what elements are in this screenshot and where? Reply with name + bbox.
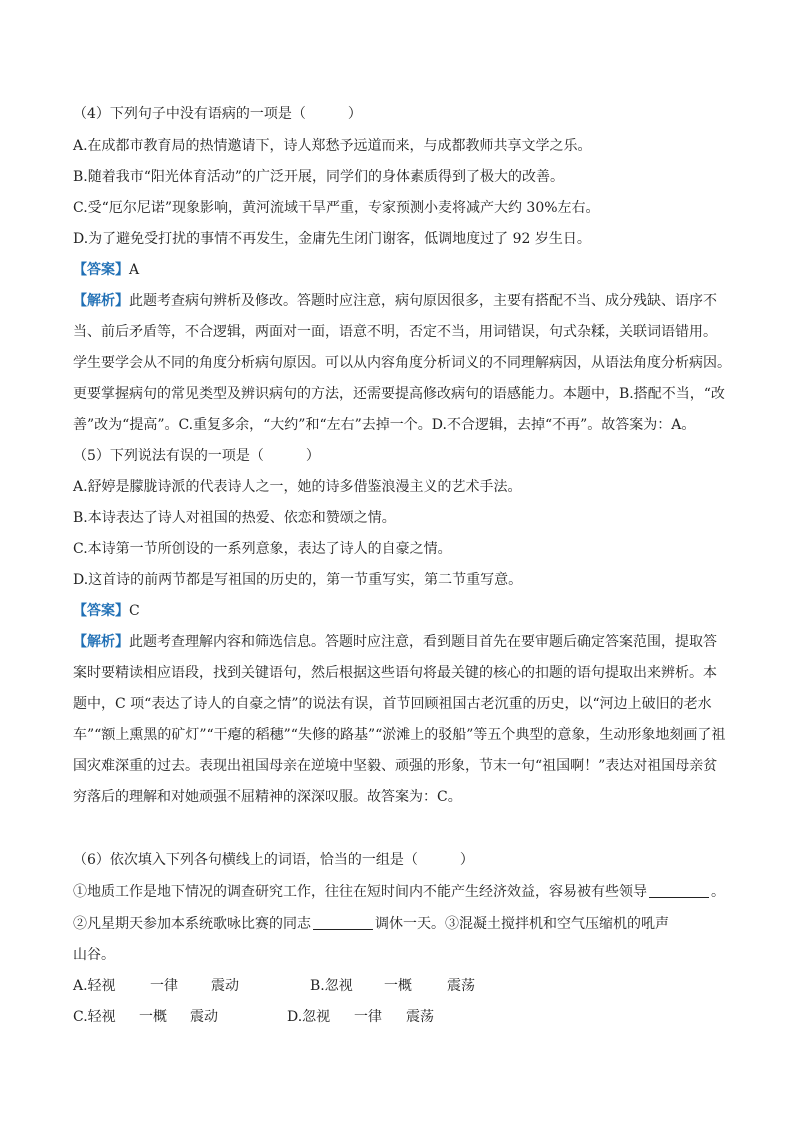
q4-analysis-text: 此题考查病句辨析及修改。答题时应注意，病句原因很多，主要有搭配不当、成分残缺、语序不 <box>129 293 717 309</box>
q4-analysis-line <box>73 291 723 311</box>
answer-tag: 【答案】 <box>73 262 129 278</box>
q5-answer-value: C <box>129 603 140 619</box>
q4-analysis-line: 学生要学会从不同的角度分析病句原因。可以从内容角度分析词义的不同理解病因，从语法角度分析病因。 <box>73 355 731 371</box>
q6-option-d-word2: 一律 <box>354 1009 382 1025</box>
q5-analysis-line: 案时要精读相应语段，找到关键语句，然后根据这些语句将最关键的核心的扣题的语句提取出来辨析。本 <box>73 665 717 681</box>
q4-option-a: A.在成都市教育局的热情邀请下，诗人郑愁予远道而来，与成都教师共享文学之乐。 <box>73 138 592 154</box>
q6-option-b-word1: B.忽视 <box>310 978 353 994</box>
q6-option-c-word1: C.轻视 <box>73 1009 116 1025</box>
q4-analysis-line: 更要掌握病句的常见类型及辨识病句的方法，还需要提高修改病句的语感能力。本题中，B.搭配不当，“改 <box>73 386 725 402</box>
q5-analysis-line: 穷落后的理解和对她顽强不屈精神的深深叹服。故答案为：C。 <box>73 789 462 805</box>
q4-option-b: B.随着我市“阳光体育活动”的广泛开展，同学们的身体素质得到了极大的改善。 <box>73 169 565 185</box>
q5-analysis-line <box>73 632 723 652</box>
q6-sentence-2-text: ②凡星期天参加本系统歌咏比赛的同志 <box>73 916 311 932</box>
fill-blank <box>313 915 373 930</box>
q6-option-a-word1: A.轻视 <box>73 978 116 994</box>
q5-analysis-line: 国灾难深重的过去。表现出祖国母亲在逆境中坚毅、顽强的形象，节末一句“祖国啊！”表达对祖国母亲贫 <box>73 758 718 774</box>
q4-question: （4）下列句子中没有语病的一项是（ ） <box>73 106 362 122</box>
q5-analysis-line: 题中，C 项“表达了诗人的自豪之情”的说法有误，首节回顾祖国古老沉重的历史，以“河边上破旧的老水 <box>73 696 712 712</box>
answer-tag: 【答案】 <box>73 603 129 619</box>
q6-sentence-3-end: 山谷。 <box>73 947 115 963</box>
q6-question: （6）依次填入下列各句横线上的词语，恰当的一组是（ ） <box>73 852 474 868</box>
q6-option-d-word1: D.忽视 <box>287 1009 331 1025</box>
q6-option-a-word3: 震动 <box>211 978 239 994</box>
q6-sentence-3-text: 调休一天。③混凝土搅拌机和空气压缩机的吼声 <box>375 916 669 932</box>
analysis-tag: 【解析】 <box>73 634 129 650</box>
q5-answer <box>73 601 723 621</box>
q4-analysis-line: 当、前后矛盾等，不合逻辑，两面对一面，语意不明，否定不当，用词错误，句式杂糅，关联词语错用。 <box>73 324 717 340</box>
q6-sentence-2 <box>73 914 723 934</box>
q6-option-b-word3: 震荡 <box>447 978 475 994</box>
q5-analysis-text: 此题考查理解内容和筛选信息。答题时应注意，看到题目首先在要审题后确定答案范围，提取答 <box>129 634 717 650</box>
q5-option-b: B.本诗表达了诗人对祖国的热爱、依恋和赞颂之情。 <box>73 510 396 526</box>
q6-option-c-word2: 一概 <box>139 1009 167 1025</box>
fill-blank <box>649 883 709 898</box>
q5-question: （5）下列说法有误的一项是（ ） <box>73 448 320 464</box>
q6-option-c-word3: 震动 <box>190 1009 218 1025</box>
q6-option-d-word3: 震荡 <box>406 1009 434 1025</box>
q5-option-a: A.舒婷是朦胧诗派的代表诗人之一，她的诗多借鉴浪漫主义的艺术手法。 <box>73 479 522 495</box>
q4-answer-value: A <box>129 262 140 278</box>
q4-option-c: C.受“厄尔尼诺”现象影响，黄河流域干旱严重，专家预测小麦将减产大约 30%左右。 <box>73 200 600 216</box>
q4-analysis-line: 善”改为“提高”。C.重复多余，“大约”和“左右”去掉一个。D.不合逻辑，去掉“不再”。故答案为：A。 <box>73 417 696 433</box>
q4-option-d: D.为了避免受打扰的事情不再发生，金庸先生闭门谢客，低调地度过了 92 岁生日。 <box>73 231 591 247</box>
q5-option-d: D.这首诗的前两节都是写祖国的历史的，第一节重写实，第二节重写意。 <box>73 572 523 588</box>
q6-option-b-word2: 一概 <box>384 978 412 994</box>
q6-sentence-1 <box>73 882 723 902</box>
analysis-tag: 【解析】 <box>73 293 129 309</box>
q6-sentence-1-end: 。 <box>711 884 725 900</box>
q6-sentence-1-text: ①地质工作是地下情况的调查研究工作，往往在短时间内不能产生经济效益，容易被有些领导 <box>73 884 647 900</box>
q5-analysis-line: 车”“额上熏黑的矿灯”“干瘪的稻穗”“失修的路基”“淤滩上的驳船”等五个典型的意象，生动形象地刻画了祖 <box>73 727 726 743</box>
q6-option-a-word2: 一律 <box>150 978 178 994</box>
q4-answer <box>73 260 723 280</box>
q5-option-c: C.本诗第一节所创设的一系列意象，表达了诗人的自豪之情。 <box>73 541 452 557</box>
